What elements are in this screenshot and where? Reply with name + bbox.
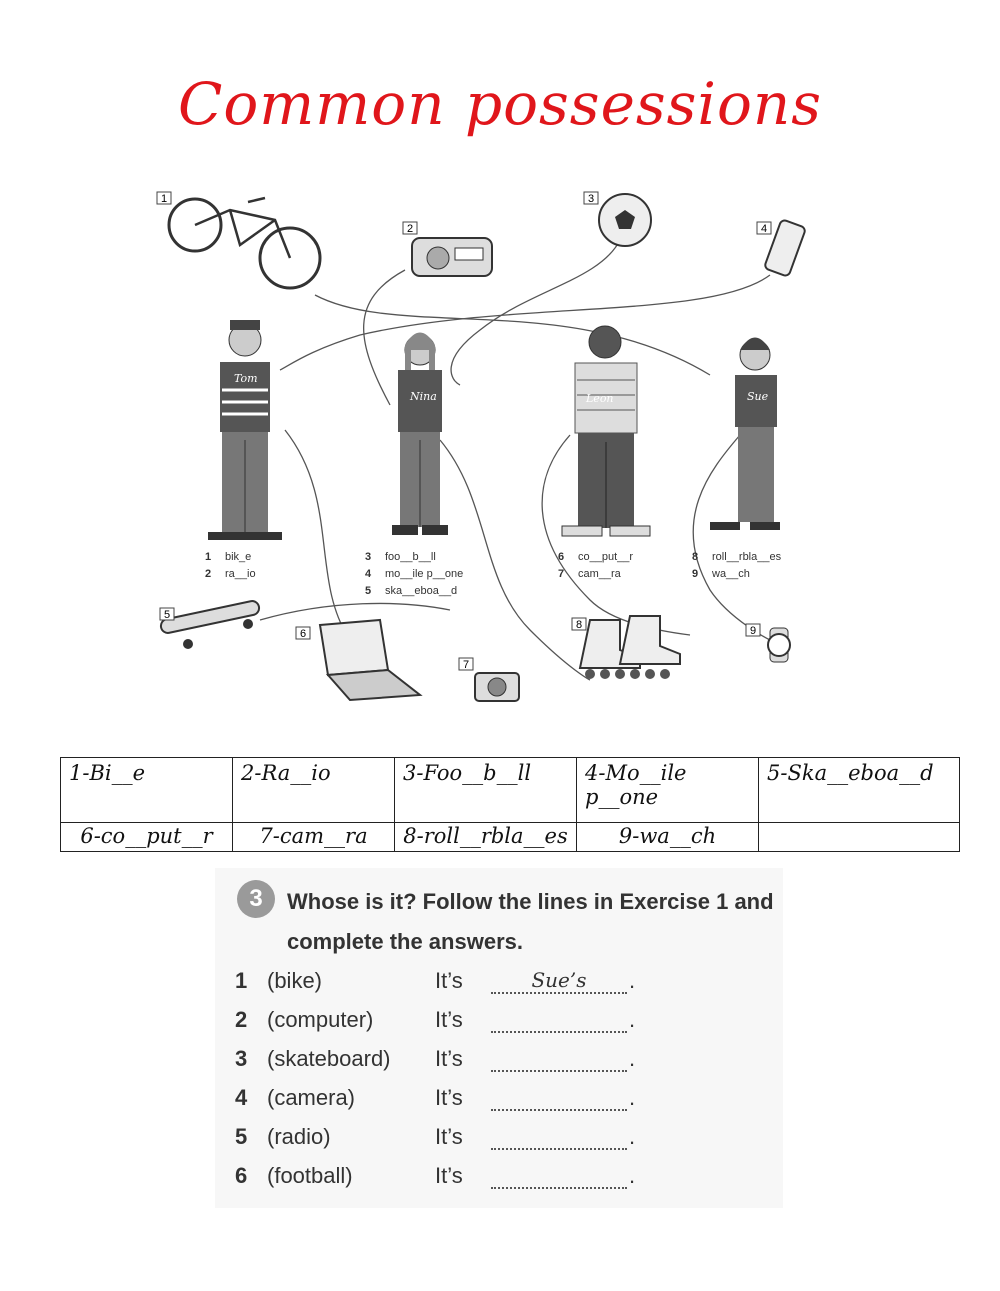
exercise-heading: Whose is it? Follow the lines in Exercise 1 and complete the answers. (287, 889, 774, 954)
word-cell: 7-cam__ra (233, 823, 395, 852)
svg-text:co__put__r: co__put__r (578, 551, 634, 563)
svg-text:ska__eboa__d: ska__eboa__d (385, 585, 458, 597)
word-cell: 9-wa__ch (577, 823, 759, 852)
exercise-number-badge: 3 (237, 880, 275, 918)
answer-blank[interactable]: Sue’s (491, 968, 627, 994)
exercise-item: 6 (football) It’s . (235, 1163, 636, 1188)
exercise-item: 4 (camera) It’s . (235, 1085, 636, 1110)
svg-text:4: 4 (365, 568, 372, 580)
word-cell: 2-Ra__io (233, 758, 395, 823)
exercise-item: 3 (skateboard) It’s . (235, 1046, 636, 1071)
word-cell: 5-Ska__eboa__d (759, 758, 960, 823)
exercise-item: 1 (bike) It’s Sue’s . (235, 968, 636, 993)
item-number: 7 (463, 659, 470, 671)
skateboard-icon (160, 600, 261, 649)
svg-text:7: 7 (558, 568, 565, 580)
svg-text:foo__b__ll: foo__b__ll (385, 551, 436, 563)
exercise-3 (215, 868, 783, 1208)
rollerblades-icon (580, 616, 680, 679)
watch-icon (768, 628, 790, 662)
exercise-item: 5 (radio) It’s . (235, 1124, 636, 1149)
vocab-list-2 (365, 551, 463, 597)
table-row (61, 758, 960, 823)
svg-text:mo__ile p__one: mo__ile p__one (385, 568, 464, 580)
answer-blank[interactable] (491, 1124, 627, 1150)
item-number: 9 (750, 625, 757, 637)
item-number: 1 (161, 193, 168, 205)
svg-text:wa__ch: wa__ch (712, 568, 750, 580)
person-leon (562, 326, 650, 536)
table-row (61, 823, 960, 852)
page-title: Common possessions (177, 70, 823, 138)
svg-text:6: 6 (558, 551, 565, 563)
possessions-illustration (150, 180, 830, 720)
word-table (60, 757, 960, 852)
item-number: 5 (164, 609, 171, 621)
item-number: 4 (761, 223, 768, 235)
vocab-list-4 (692, 551, 782, 580)
item-number: 3 (588, 193, 595, 205)
bike-icon (169, 198, 320, 288)
camera-icon (475, 673, 519, 701)
word-cell (759, 823, 960, 852)
svg-text:1: 1 (205, 551, 212, 563)
svg-text:8: 8 (692, 551, 699, 563)
answer-blank[interactable] (491, 1085, 627, 1111)
answer-blank[interactable] (491, 1163, 627, 1189)
word-cell: 3-Foo__b__ll (395, 758, 577, 823)
laptop-icon (320, 620, 420, 700)
svg-text:Tom: Tom (234, 372, 258, 385)
svg-text:Nina: Nina (410, 390, 437, 403)
word-cell: 8-roll__rbla__es (395, 823, 577, 852)
person-nina (392, 333, 448, 536)
radio-icon (412, 238, 492, 276)
svg-text:2: 2 (205, 568, 212, 580)
person-sue (710, 338, 780, 531)
word-cell: 1-Bi__e (61, 758, 233, 823)
item-number: 6 (300, 628, 307, 640)
svg-text:9: 9 (692, 568, 699, 580)
person-tom (208, 320, 282, 540)
svg-text:Leon: Leon (586, 392, 614, 405)
answer-blank[interactable] (491, 1046, 627, 1072)
item-number: 2 (407, 223, 414, 235)
svg-text:bik_e: bik_e (225, 551, 252, 563)
exercise-item: 2 (computer) It’s . (235, 1007, 636, 1032)
word-cell: 4-Mo__ile p__one (577, 758, 759, 823)
svg-text:5: 5 (365, 585, 372, 597)
football-icon (599, 194, 651, 246)
answer-blank[interactable] (491, 1007, 627, 1033)
item-number: 8 (576, 619, 583, 631)
word-cell: 6-co__put__r (61, 823, 233, 852)
svg-text:Sue: Sue (747, 390, 769, 403)
svg-text:roll__rbla__es: roll__rbla__es (712, 551, 782, 563)
svg-text:cam__ra: cam__ra (578, 568, 621, 580)
svg-text:ra__io: ra__io (225, 568, 256, 580)
svg-text:3: 3 (365, 551, 372, 563)
vocab-list-1 (205, 551, 256, 580)
